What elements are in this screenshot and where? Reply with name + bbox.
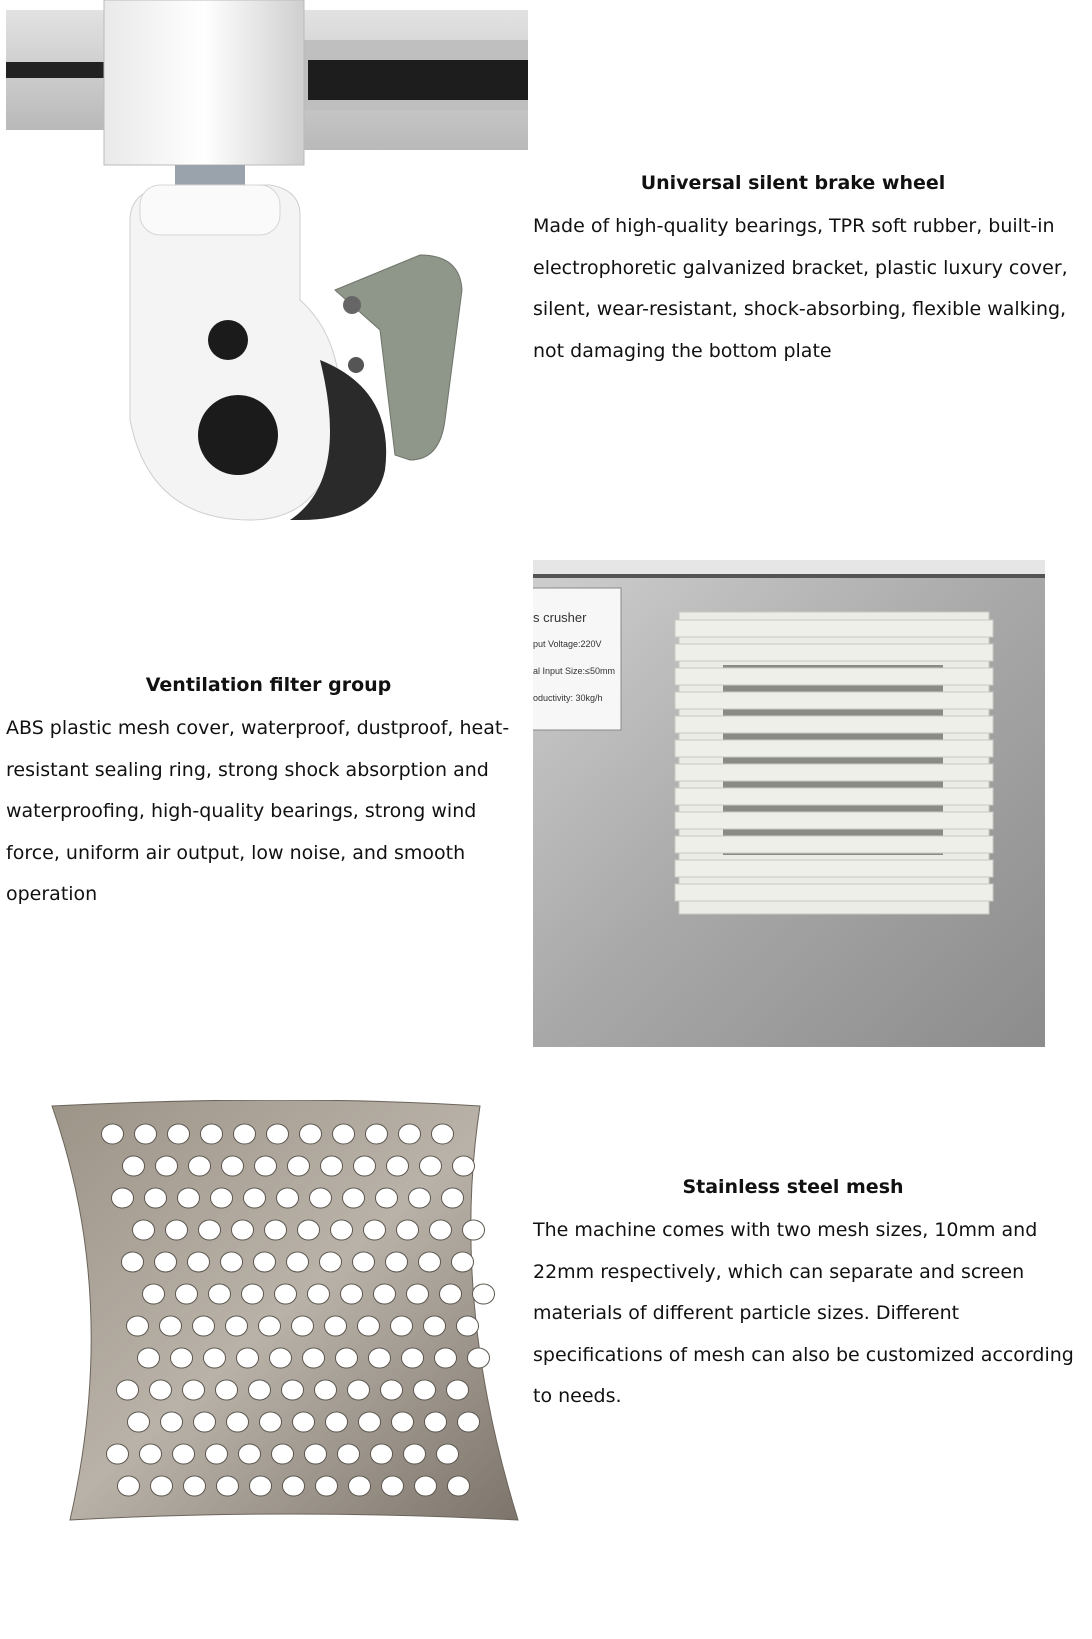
stainless-mesh-image	[50, 1100, 520, 1530]
mesh-hole	[107, 1444, 129, 1464]
mesh-hole	[442, 1188, 464, 1208]
mesh-hole	[151, 1476, 173, 1496]
mesh-hole	[102, 1124, 124, 1144]
mesh-hole	[364, 1220, 386, 1240]
mesh-hole	[371, 1444, 393, 1464]
mesh-hole	[199, 1220, 221, 1240]
mesh-hole	[387, 1156, 409, 1176]
mesh-hole	[453, 1156, 475, 1176]
mesh-hole	[173, 1444, 195, 1464]
section-title: Stainless steel mesh	[682, 1176, 904, 1198]
mesh-hole	[308, 1284, 330, 1304]
mesh-hole	[155, 1252, 177, 1272]
mesh-hole	[399, 1124, 421, 1144]
mesh-hole	[176, 1284, 198, 1304]
mesh-hole	[397, 1220, 419, 1240]
mesh-hole	[288, 1156, 310, 1176]
section-title: Universal silent brake wheel	[640, 172, 946, 194]
mesh-hole	[358, 1316, 380, 1336]
mesh-hole	[316, 1476, 338, 1496]
section-title: Ventilation filter group	[145, 674, 392, 696]
mesh-hole	[336, 1348, 358, 1368]
mesh-hole	[402, 1348, 424, 1368]
mesh-hole	[354, 1156, 376, 1176]
mesh-hole	[415, 1476, 437, 1496]
mesh-hole	[300, 1124, 322, 1144]
mesh-hole	[310, 1188, 332, 1208]
label-plate-line: al Input Size:≤50mm	[533, 666, 615, 676]
mesh-hole	[457, 1316, 479, 1336]
mesh-hole	[305, 1444, 327, 1464]
mesh-hole	[440, 1284, 462, 1304]
mesh-hole	[118, 1476, 140, 1496]
mesh-hole	[201, 1124, 223, 1144]
mesh-hole	[414, 1380, 436, 1400]
mesh-hole	[254, 1252, 276, 1272]
caster-wheel-icon	[0, 0, 530, 530]
mesh-hole	[315, 1380, 337, 1400]
mesh-hole	[407, 1284, 429, 1304]
mesh-hole	[303, 1348, 325, 1368]
mesh-hole	[333, 1124, 355, 1144]
mesh-hole	[161, 1412, 183, 1432]
mesh-hole	[143, 1284, 165, 1304]
mesh-hole	[260, 1412, 282, 1432]
mesh-hole	[359, 1412, 381, 1432]
mesh-hole	[349, 1476, 371, 1496]
mesh-hole	[145, 1188, 167, 1208]
mesh-hole	[430, 1220, 452, 1240]
mesh-hole	[227, 1412, 249, 1432]
mesh-hole	[404, 1444, 426, 1464]
mesh-hole	[122, 1252, 144, 1272]
mesh-hole	[194, 1412, 216, 1432]
label-plate-line: s crusher	[533, 610, 587, 625]
mesh-hole	[376, 1188, 398, 1208]
mesh-hole	[156, 1156, 178, 1176]
mesh-hole	[250, 1476, 272, 1496]
mesh-hole	[343, 1188, 365, 1208]
mesh-hole	[432, 1124, 454, 1144]
mesh-hole	[178, 1188, 200, 1208]
mesh-hole	[265, 1220, 287, 1240]
mesh-hole	[267, 1124, 289, 1144]
mesh-hole	[435, 1348, 457, 1368]
section-wheel-text	[533, 172, 1083, 372]
mesh-hole	[237, 1348, 259, 1368]
section-vent-text	[6, 674, 521, 916]
mesh-hole	[381, 1380, 403, 1400]
mesh-hole	[166, 1220, 188, 1240]
vent-filter-image	[533, 560, 1045, 1047]
label-plate-line: put Voltage:220V	[533, 639, 602, 649]
mesh-hole	[348, 1380, 370, 1400]
mesh-hole	[366, 1124, 388, 1144]
mesh-hole	[275, 1284, 297, 1304]
mesh-hole	[140, 1444, 162, 1464]
label-plate-line: oductivity: 30kg/h	[533, 693, 603, 703]
mesh-hole	[117, 1380, 139, 1400]
perforated-mesh-icon	[50, 1100, 520, 1530]
mesh-hole	[204, 1348, 226, 1368]
mesh-hole	[242, 1284, 264, 1304]
mesh-hole	[374, 1284, 396, 1304]
mesh-hole	[437, 1444, 459, 1464]
mesh-hole	[341, 1284, 363, 1304]
mesh-hole	[382, 1476, 404, 1496]
mesh-hole	[448, 1476, 470, 1496]
mesh-hole	[135, 1124, 157, 1144]
mesh-hole	[447, 1380, 469, 1400]
mesh-hole	[287, 1252, 309, 1272]
mesh-hole	[325, 1316, 347, 1336]
mesh-hole	[292, 1316, 314, 1336]
mesh-hole	[239, 1444, 261, 1464]
mesh-hole	[320, 1252, 342, 1272]
mesh-hole	[282, 1380, 304, 1400]
mesh-hole	[468, 1348, 490, 1368]
mesh-hole	[424, 1316, 446, 1336]
mesh-hole	[409, 1188, 431, 1208]
section-mesh-text	[533, 1176, 1085, 1418]
mesh-hole	[458, 1412, 480, 1432]
mesh-hole	[211, 1188, 233, 1208]
mesh-hole	[171, 1348, 193, 1368]
mesh-hole	[293, 1412, 315, 1432]
mesh-hole	[217, 1476, 239, 1496]
mesh-hole	[193, 1316, 215, 1336]
mesh-hole	[420, 1156, 442, 1176]
mesh-hole	[249, 1380, 271, 1400]
mesh-hole	[326, 1412, 348, 1432]
mesh-hole	[425, 1412, 447, 1432]
mesh-hole	[189, 1156, 211, 1176]
mesh-hole	[270, 1348, 292, 1368]
mesh-hole	[112, 1188, 134, 1208]
mesh-hole	[321, 1156, 343, 1176]
mesh-hole	[216, 1380, 238, 1400]
mesh-hole	[473, 1284, 495, 1304]
mesh-hole	[184, 1476, 206, 1496]
section-body: ABS plastic mesh cover, waterproof, dustproof, heat-resistant sealing ring, strong shock absorption and waterproofing, high-quality bearings, strong wind force, uniform air output, low noise, and smooth operation	[6, 717, 510, 905]
mesh-hole	[160, 1316, 182, 1336]
mesh-hole	[226, 1316, 248, 1336]
mesh-hole	[127, 1316, 149, 1336]
mesh-hole	[298, 1220, 320, 1240]
mesh-hole	[283, 1476, 305, 1496]
mesh-hole	[168, 1124, 190, 1144]
mesh-hole	[419, 1252, 441, 1272]
mesh-hole	[463, 1220, 485, 1240]
mesh-hole	[277, 1188, 299, 1208]
mesh-hole	[183, 1380, 205, 1400]
mesh-hole	[331, 1220, 353, 1240]
mesh-hole	[206, 1444, 228, 1464]
mesh-hole	[138, 1348, 160, 1368]
mesh-hole	[209, 1284, 231, 1304]
mesh-hole	[244, 1188, 266, 1208]
section-body: Made of high-quality bearings, TPR soft rubber, built-in electrophoretic galvanized bracket, plastic luxury cover, silent, wear-resistant, shock-absorbing, flexible walking, not damaging the bottom plate	[533, 215, 1068, 362]
mesh-hole	[255, 1156, 277, 1176]
mesh-hole	[369, 1348, 391, 1368]
mesh-hole	[391, 1316, 413, 1336]
mesh-hole	[232, 1220, 254, 1240]
mesh-hole	[452, 1252, 474, 1272]
mesh-hole	[123, 1156, 145, 1176]
mesh-hole	[353, 1252, 375, 1272]
mesh-hole	[188, 1252, 210, 1272]
caster-wheel-image	[0, 0, 530, 530]
mesh-hole	[392, 1412, 414, 1432]
mesh-hole	[133, 1220, 155, 1240]
mesh-hole	[128, 1412, 150, 1432]
mesh-hole	[338, 1444, 360, 1464]
mesh-hole	[259, 1316, 281, 1336]
mesh-hole	[234, 1124, 256, 1144]
mesh-hole	[272, 1444, 294, 1464]
label-plate	[533, 604, 621, 712]
section-body: The machine comes with two mesh sizes, 10mm and 22mm respectively, which can separate and screen materials of different particle sizes. Different specifications of mesh can also be customized according to needs.	[533, 1219, 1074, 1407]
mesh-hole	[386, 1252, 408, 1272]
mesh-hole	[221, 1252, 243, 1272]
mesh-hole	[222, 1156, 244, 1176]
mesh-hole	[150, 1380, 172, 1400]
